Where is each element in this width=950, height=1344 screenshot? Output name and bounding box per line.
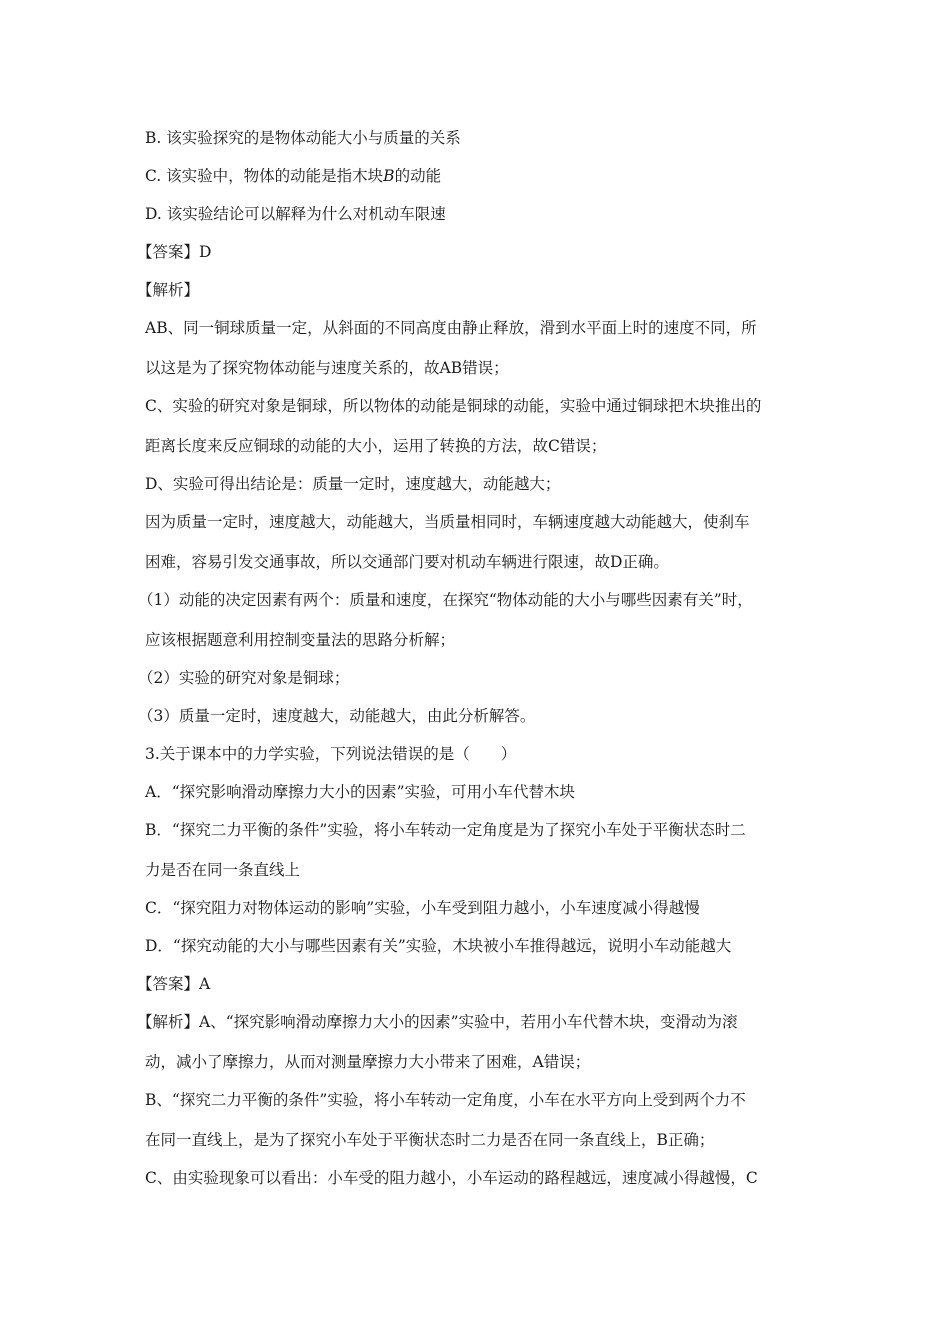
question-3-analysis-c: C、由实验现象可以看出：小车受的阻力越小，小车运动的路程越远，速度减小得越慢，C — [145, 1169, 758, 1187]
option-c-line — [145, 166, 825, 186]
question-3-analysis-b-cont: 在同一直线上，是为了探究小车处于平衡状态时二力是否在同一条直线上，B正确； — [145, 1131, 715, 1149]
analysis-point-1: （1）动能的决定因素有两个：质量和速度，在探究“物体动能的大小与哪些因素有关”时， — [138, 591, 753, 609]
question-3-option-b-cont: 力是否在同一条直线上 — [145, 861, 301, 879]
option-b-line: B. 该实验探究的是物体动能大小与质量的关系 — [145, 129, 461, 147]
analysis-paragraph-line: 以这是为了探究物体动能与速度关系的，故AB错误； — [145, 359, 509, 377]
option-c-variable: B — [383, 167, 395, 185]
question-3-analysis-b: B、“探究二力平衡的条件”实验，将小车转动一定角度，小车在水平方向上受到两个力不 — [145, 1091, 746, 1109]
analysis-paragraph-line: 困难，容易引发交通事故，所以交通部门要对机动车辆进行限速，故D正确。 — [145, 553, 669, 571]
question-3-answer: 【答案】A — [137, 975, 211, 993]
analysis-point-3: （3）质量一定时，速度越大，动能越大，由此分析解答。 — [138, 707, 536, 725]
analysis-point-1-cont: 应该根据题意利用控制变量法的思路分析解； — [145, 631, 456, 649]
analysis-paragraph-line: AB、同一铜球质量一定，从斜面的不同高度由静止释放，滑到水平面上时的速度不同，所 — [145, 319, 757, 337]
question-3-analysis-a-cont: 动，减小了摩擦力，从而对测量摩擦力大小带来了困难，A错误； — [145, 1053, 591, 1071]
option-d-line: D. 该实验结论可以解释为什么对机动车限速 — [145, 205, 446, 223]
analysis-point-2: （2）实验的研究对象是铜球； — [138, 669, 350, 687]
question-3-option-d: D．“探究动能的大小与哪些因素有关”实验，木块被小车推得越远，说明小车动能越大 — [145, 937, 732, 955]
option-c-text: C. 该实验中，物体的动能是指木块 — [145, 167, 384, 185]
analysis-heading: 【解析】 — [137, 281, 200, 299]
question-3-option-a: A．“探究影响滑动摩擦力大小的因素”实验，可用小车代替木块 — [145, 783, 576, 801]
answer-line: 【答案】D — [137, 243, 212, 261]
analysis-paragraph-line: 距离长度来反应铜球的动能的大小，运用了转换的方法，故C错误； — [145, 437, 607, 455]
question-3-analysis-a: 【解析】A、“探究影响滑动摩擦力大小的因素”实验中，若用小车代替木块，变滑动为滚 — [137, 1013, 738, 1031]
analysis-paragraph-line: D、实验可得出结论是：质量一定时，速度越大，动能越大； — [145, 475, 561, 493]
analysis-paragraph-line: 因为质量一定时，速度越大，动能越大，当质量相同时，车辆速度越大动能越大，使刹车 — [145, 513, 750, 531]
question-3-option-b: B．“探究二力平衡的条件”实验，将小车转动一定角度是为了探究小车处于平衡状态时二 — [145, 821, 746, 839]
analysis-paragraph-line: C、实验的研究对象是铜球，所以物体的动能是铜球的动能，实验中通过铜球把木块推出的 — [145, 397, 762, 415]
option-c-tail: 的动能 — [394, 167, 442, 185]
question-3-option-c: C．“探究阻力对物体运动的影响”实验，小车受到阻力越小，小车速度减小得越慢 — [145, 899, 700, 917]
question-3-stem: 3.关于课本中的力学实验，下列说法错误的是（ ） — [145, 745, 517, 763]
